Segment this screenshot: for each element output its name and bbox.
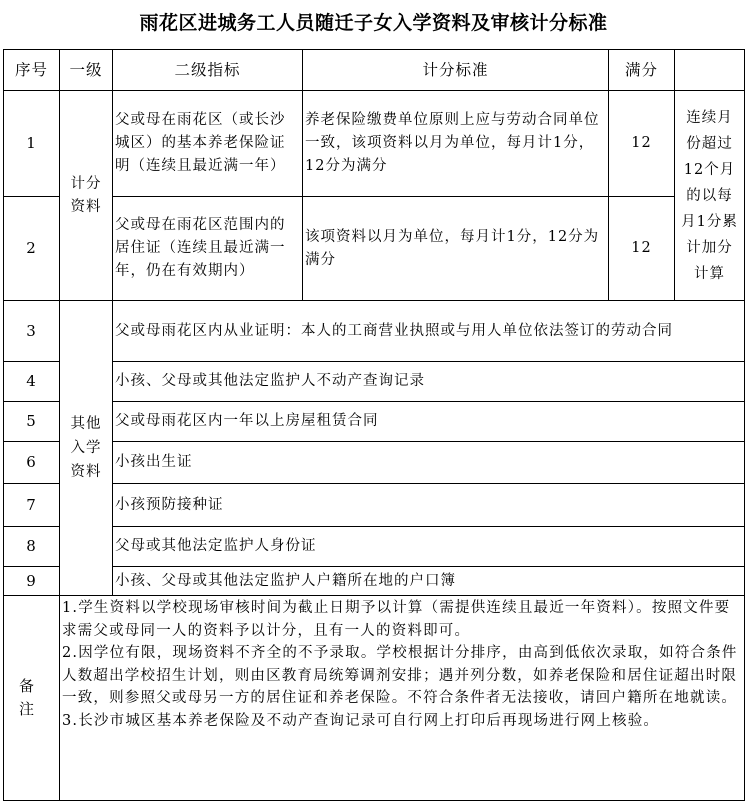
remark-item: 2.因学位有限，现场资料不齐全的不予录取。学校根据计分排序，由高到低依次录取，如符合条件人数超出学校招生计划，则由区教育局统筹调剂安排；遇并列分数，如养老保险和居住证超出时限一致，则参照父或母另一方的居住证和养老保险。不符合条件者无法接收，请回户籍所在地就读。 bbox=[62, 645, 738, 706]
row-full-score: 12 bbox=[609, 91, 675, 197]
row-requirement: 父母或其他法定监护人身份证 bbox=[113, 527, 745, 567]
header-level2: 二级指标 bbox=[113, 50, 303, 91]
row-seq: 4 bbox=[4, 362, 60, 402]
row-requirement: 父或母雨花区内一年以上房屋租赁合同 bbox=[113, 402, 745, 442]
table-row bbox=[4, 402, 745, 442]
remarks-label: 备 注 bbox=[4, 596, 60, 801]
row-seq: 7 bbox=[4, 484, 60, 527]
row-indicator: 父或母在雨花区（或长沙城区）的基本养老保险证明（连续且最近满一年） bbox=[113, 91, 303, 197]
remarks-row bbox=[4, 596, 745, 801]
table-row bbox=[4, 197, 745, 301]
row-seq: 1 bbox=[4, 91, 60, 197]
row-requirement: 小孩、父母或其他法定监护人不动产查询记录 bbox=[113, 362, 745, 402]
header-extra bbox=[675, 50, 745, 91]
row-seq: 5 bbox=[4, 402, 60, 442]
header-level1: 一级 bbox=[60, 50, 113, 91]
header-seq: 序号 bbox=[4, 50, 60, 91]
row-requirement: 小孩出生证 bbox=[113, 442, 745, 484]
table-row bbox=[4, 301, 745, 362]
table-row bbox=[4, 91, 745, 197]
row-seq: 9 bbox=[4, 567, 60, 596]
remarks-content bbox=[60, 596, 745, 801]
row-indicator: 父或母在雨花区范围内的居住证（连续且最近满一年，仍在有效期内） bbox=[113, 197, 303, 301]
header-full: 满分 bbox=[609, 50, 675, 91]
table-row bbox=[4, 527, 745, 567]
row-seq: 8 bbox=[4, 527, 60, 567]
remark-item: 3.长沙市城区基本养老保险及不动产查询记录可自行网上打印后再现场进行网上核验。 bbox=[62, 712, 660, 729]
table-row bbox=[4, 442, 745, 484]
group-label-other: 其他入学资料 bbox=[60, 301, 113, 596]
group-label-scoring: 计分资料 bbox=[60, 91, 113, 301]
extra-score-note: 连续月份超过12个月的以每月1分累计加分计算 bbox=[675, 91, 745, 301]
row-standard: 养老保险缴费单位原则上应与劳动合同单位一致，该项资料以月为单位，每月计1分，12分为满分 bbox=[303, 91, 609, 197]
header-row bbox=[4, 50, 745, 91]
row-seq: 6 bbox=[4, 442, 60, 484]
row-requirement: 小孩预防接种证 bbox=[113, 484, 745, 527]
row-standard: 该项资料以月为单位，每月计1分，12分为满分 bbox=[303, 197, 609, 301]
row-requirement: 小孩、父母或其他法定监护人户籍所在地的户口簿 bbox=[113, 567, 745, 596]
table-row bbox=[4, 567, 745, 596]
row-seq: 2 bbox=[4, 197, 60, 301]
row-requirement: 父或母雨花区内从业证明：本人的工商营业执照或与用人单位依法签订的劳动合同 bbox=[113, 301, 745, 362]
row-full-score: 12 bbox=[609, 197, 675, 301]
remark-item: 1.学生资料以学校现场审核时间为截止日期予以计算（需提供连续且最近一年资料）。按照文件要求需父或母同一人的资料予以计分，且有一人的资料即可。 bbox=[62, 600, 731, 639]
header-standard: 计分标准 bbox=[303, 50, 609, 91]
page-title: 雨花区进城务工人员随迁子女入学资料及审核计分标准 bbox=[139, 12, 608, 34]
table-row bbox=[4, 362, 745, 402]
row-seq: 3 bbox=[4, 301, 60, 362]
table-row bbox=[4, 484, 745, 527]
criteria-table bbox=[3, 49, 745, 801]
